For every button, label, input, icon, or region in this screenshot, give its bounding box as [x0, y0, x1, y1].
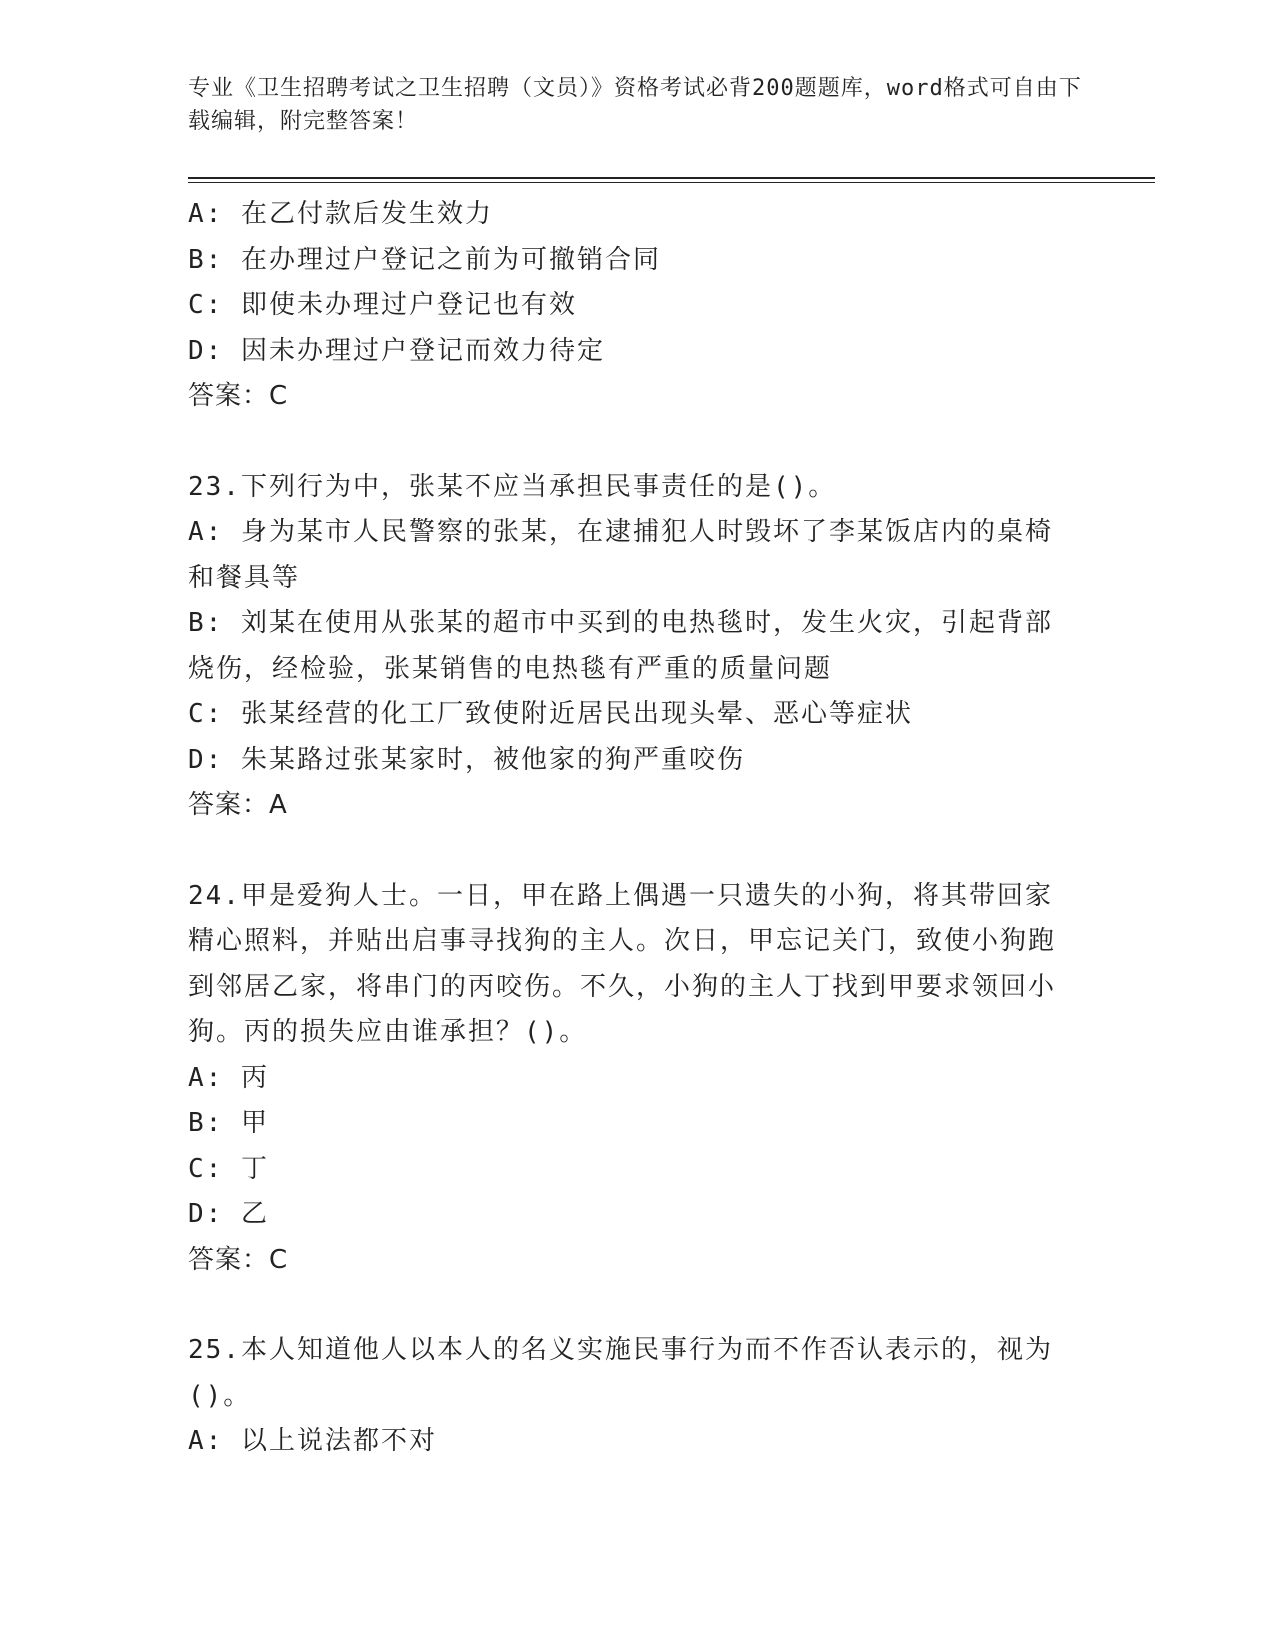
question-block-22 — [188, 192, 1078, 420]
option-c: C: 丁 — [188, 1153, 269, 1184]
option-a: A: 丙 — [188, 1062, 269, 1093]
spacer — [188, 1283, 1078, 1328]
option-c: C: 即使未办理过户登记也有效 — [188, 290, 577, 320]
header-divider-thin — [188, 182, 1155, 183]
option-b: B: 刘某在使用从张某的超市中买到的电热毯时，发生火灾，引起背部烧伤，经检验，张某销售的电热毯有严重的质量问题 — [188, 608, 1053, 684]
document-header — [188, 72, 1088, 138]
option-a: A: 在乙付款后发生效力 — [188, 199, 493, 229]
option-a: A: 以上说法都不对 — [188, 1426, 437, 1456]
option-c: C: 张某经营的化工厂致使附近居民出现头晕、恶心等症状 — [188, 699, 913, 729]
question-block-23 — [188, 465, 1078, 829]
option-d: D: 乙 — [188, 1199, 269, 1229]
spacer — [188, 829, 1078, 874]
option-a: A: 身为某市人民警察的张某，在逮捕犯人时毁坏了李某饭店内的桌椅和餐具等 — [188, 517, 1053, 593]
option-b: B: 甲 — [188, 1108, 269, 1138]
question-block-24 — [188, 874, 1078, 1284]
question-text: 25.本人知道他人以本人的名义实施民事行为而不作否认表示的，视为()。 — [188, 1335, 1053, 1411]
option-b: B: 在办理过户登记之前为可撤销合同 — [188, 244, 661, 275]
answer-line: 答案：C — [188, 1244, 289, 1275]
spacer — [188, 420, 1078, 465]
header-divider-thick — [188, 177, 1155, 179]
question-block-25 — [188, 1328, 1078, 1465]
question-text: 23.下列行为中，张某不应当承担民事责任的是()。 — [188, 471, 837, 502]
header-title: 专业《卫生招聘考试之卫生招聘（文员）》资格考试必背200题题库，word格式可自由下载编辑，附完整答案！ — [188, 76, 1082, 134]
option-d: D: 朱某路过张某家时，被他家的狗严重咬伤 — [188, 744, 745, 775]
answer-line: 答案：A — [188, 790, 288, 820]
question-text: 24.甲是爱狗人士。一日，甲在路上偶遇一只遗失的小狗，将其带回家精心照料，并贴出启事寻找狗的主人。次日，甲忘记关门，致使小狗跑到邻居乙家，将串门的丙咬伤。不久，小狗的主人丁找到甲要求领回小狗。丙的损失应由谁承担？()。 — [188, 880, 1057, 1047]
answer-line: 答案：C — [188, 381, 289, 411]
question-list — [188, 192, 1078, 1465]
option-d: D: 因未办理过户登记而效力待定 — [188, 335, 605, 366]
